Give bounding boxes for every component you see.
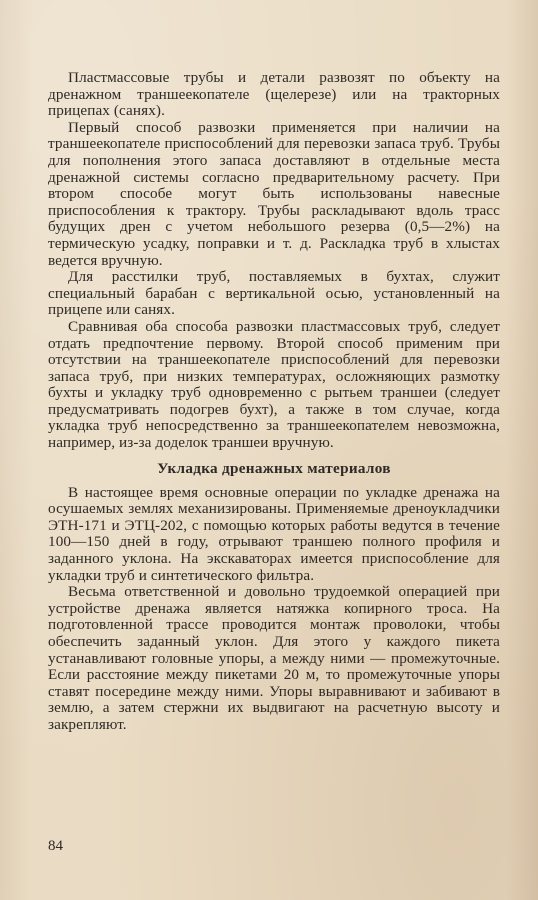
- paragraph-1: Пластмассовые трубы и детали развозят по объекту на дренажном траншеекопателе (щелерезе) или на тракторных прицепах (санях).: [48, 69, 500, 120]
- page-text: [48, 70, 500, 734]
- paragraph-4: Сравнивая оба способа развозки пластмассовых труб, следует отдать предпочтение первому. Второй способ применим при отсутствии на траншеекопателе приспособлений для перевозки запаса труб, при низких температурах, осложняющих размотку бухты и укладку труб одновременно с рытьем траншеи (следует предусматривать подогрев бухт), а также в том случае, когда укладка труб непосредственно за траншеекопателем невозможна, например, из-за доделок траншеи вручную.: [48, 317, 500, 452]
- paragraph-5: В настоящее время основные операции по укладке дренажа на осушаемых землях механизированы. Применяемые дреноукладчики ЭТН-171 и ЭТЦ-202, с помощью которых работы ведутся в течение 100—150 дней в году, отрывают траншею полного профиля и заданного уклона. На экскаваторах имеется приспособление для укладки труб и синтетического фильтра.: [48, 483, 500, 584]
- paragraph-6: Весьма ответственной и довольно трудоемкой операцией при устройстве дренажа является натяжка копирного троса. На подготовленной трассе проводится монтаж проволоки, чтобы обеспечить заданный уклон. Для этого у каждого пикета устанавливают головные упоры, а между ними — промежуточные. Если расстояние между пикетами 20 м, то промежуточные упоры ставят посередине между ними. Упоры выравнивают и забивают в землю, а затем стержни их выдвигают на расчетную высоту и закрепляют.: [48, 583, 500, 733]
- section-heading: Укладка дренажных материалов: [157, 459, 391, 477]
- paragraph-2: Первый способ развозки применяется при наличии на траншеекопателе приспособлений для перевозки запаса труб. Трубы для пополнения этого запаса доставляют в отдельные места дренажной системы согласно предварительному расчету. При втором способе могут быть использованы навесные приспособления к трактору. Трубы раскладывают вдоль трасс будущих дрен с учетом небольшого резерва (0,5—2%) на термическую усадку, поправки и т. д. Раскладка труб в хлыстах ведется вручную.: [48, 118, 500, 269]
- page-number: 84: [48, 838, 63, 854]
- paragraph-3: Для расстилки труб, поставляемых в бухтах, служит специальный барабан с вертикальной осью, установленный на прицепе или санях.: [48, 268, 500, 319]
